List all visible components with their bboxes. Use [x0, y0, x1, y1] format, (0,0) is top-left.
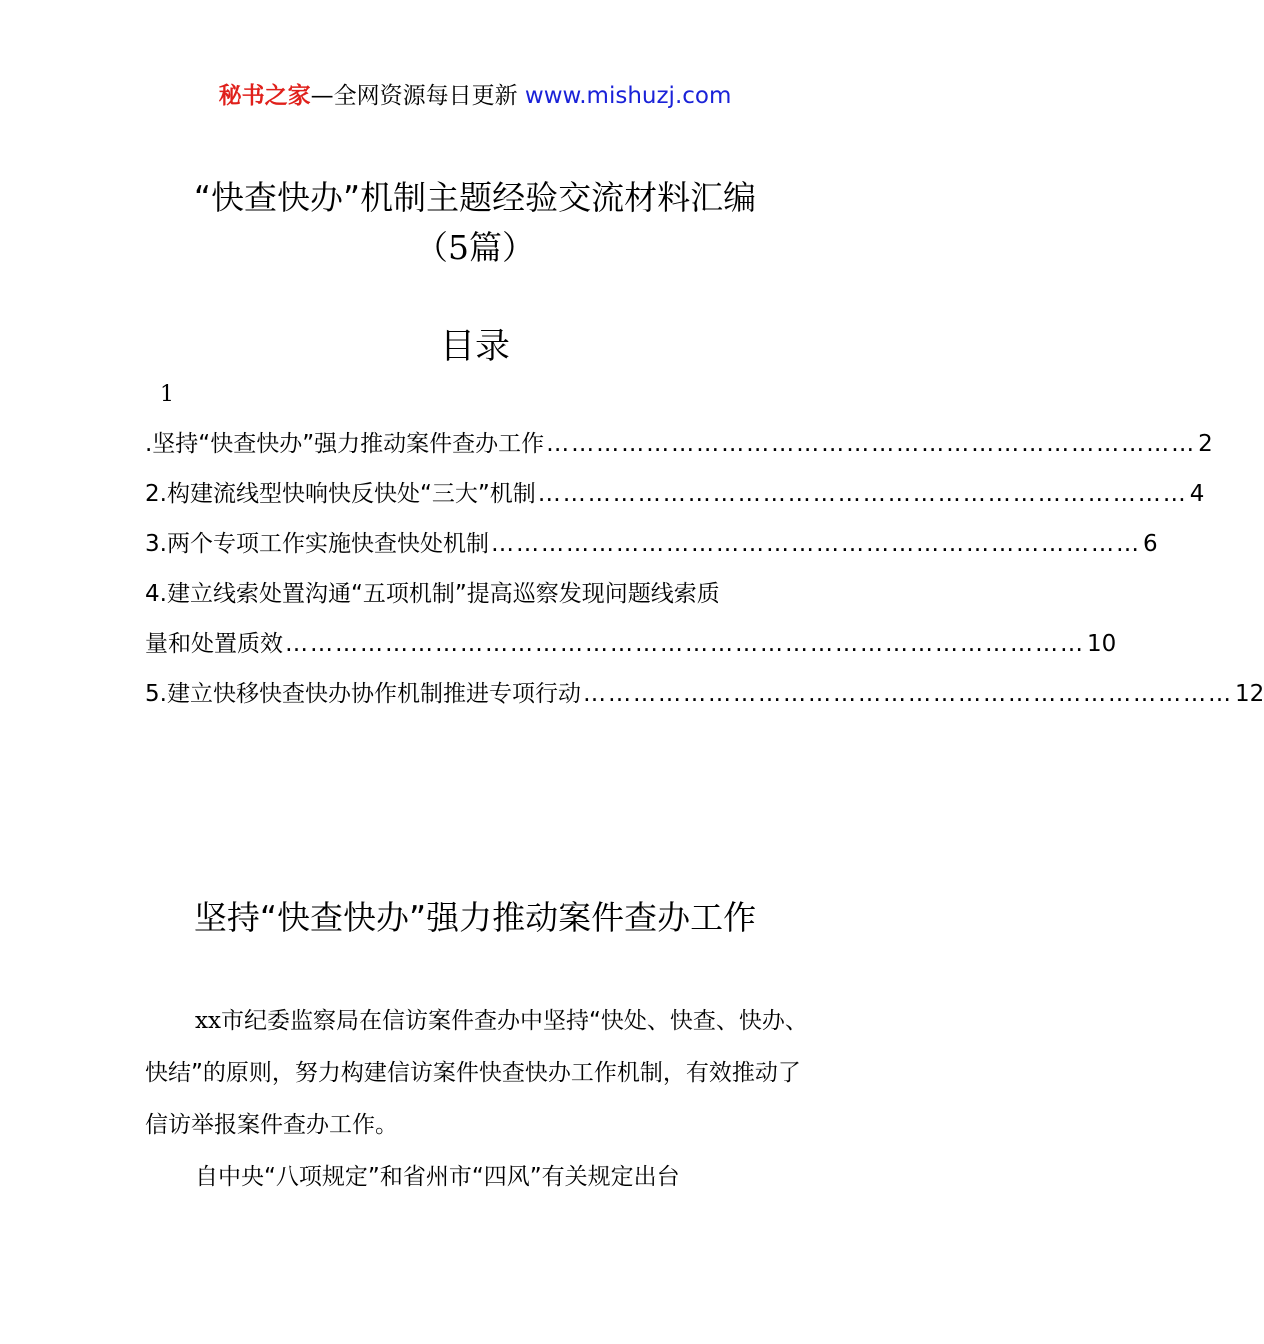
section-body [145, 995, 810, 1203]
toc-title: 目录 [439, 327, 510, 367]
subtitle-count: 5 [448, 228, 469, 267]
body-paragraph-1 [145, 995, 810, 1151]
toc-entry-text: 2.构建流线型快响快反快处“三大”机制 [145, 481, 536, 507]
paragraph-text: 市纪委监察局在信访案件查办中坚持“快处、快查、快办、快结”的原则，努力构建信访案件快查快办工作机制，有效推动了信访举报案件查办工作。 [145, 1008, 808, 1138]
toc-leader-dots: …………………………………………………………………… [490, 531, 1141, 557]
toc-entry-page: 10 [1087, 631, 1117, 657]
toc-entry-text: 4.建立线索处置沟通“五项机制”提高巡察发现问题线索质 [145, 581, 720, 607]
toc-entry-text-continuation: 量和处置质效 [145, 631, 283, 657]
header-tagline: —全网资源每日更新 [310, 83, 518, 109]
toc-leader-dots: …………………………………………………………………… [546, 431, 1197, 457]
toc-stray-number: 1 [160, 382, 174, 407]
document-subtitle [0, 224, 950, 272]
section-heading: 坚持“快查快办”强力推动案件查办工作 [193, 898, 757, 937]
toc-entry-2[interactable] [145, 469, 1205, 519]
toc-entry-4[interactable] [145, 569, 805, 619]
document-title: “快查快办”机制主题经验交流材料汇编 [193, 178, 757, 217]
toc-entry-page: 6 [1142, 531, 1158, 557]
toc-entry-text: 5.建立快移快查快办协作机制推进专项行动 [145, 681, 581, 707]
toc-entry-1[interactable] [145, 419, 1213, 469]
subtitle-rest: 篇） [469, 228, 535, 267]
toc-entry-page: 12 [1234, 681, 1264, 707]
table-of-contents [145, 419, 1264, 719]
toc-leader-dots: …………………………………………………………………… [537, 481, 1188, 507]
site-url-link[interactable]: www.mishuzj.com [517, 83, 732, 109]
paragraph-prefix: xx [195, 1008, 221, 1034]
toc-leader-dots: …………………………………………………………………… [582, 681, 1233, 707]
subtitle-open-paren: （ [415, 228, 448, 267]
body-paragraph-2: 自中央“八项规定”和省州市“四风”有关规定出台 [195, 1164, 680, 1190]
toc-entry-4-continuation[interactable] [145, 619, 1117, 669]
toc-entry-text: 3.两个专项工作实施快查快处机制 [145, 531, 489, 557]
site-header [0, 80, 950, 112]
toc-entry-text: .坚持“快查快办”强力推动案件查办工作 [145, 431, 545, 457]
toc-entry-page: 4 [1189, 481, 1205, 507]
toc-entry-page: 2 [1198, 431, 1213, 457]
toc-entry-5[interactable] [145, 669, 1264, 719]
toc-entry-3[interactable] [145, 519, 1158, 569]
toc-leader-dots: …………………………………………………………………………………… [285, 631, 1085, 657]
brand-name: 秘书之家 [218, 83, 311, 109]
